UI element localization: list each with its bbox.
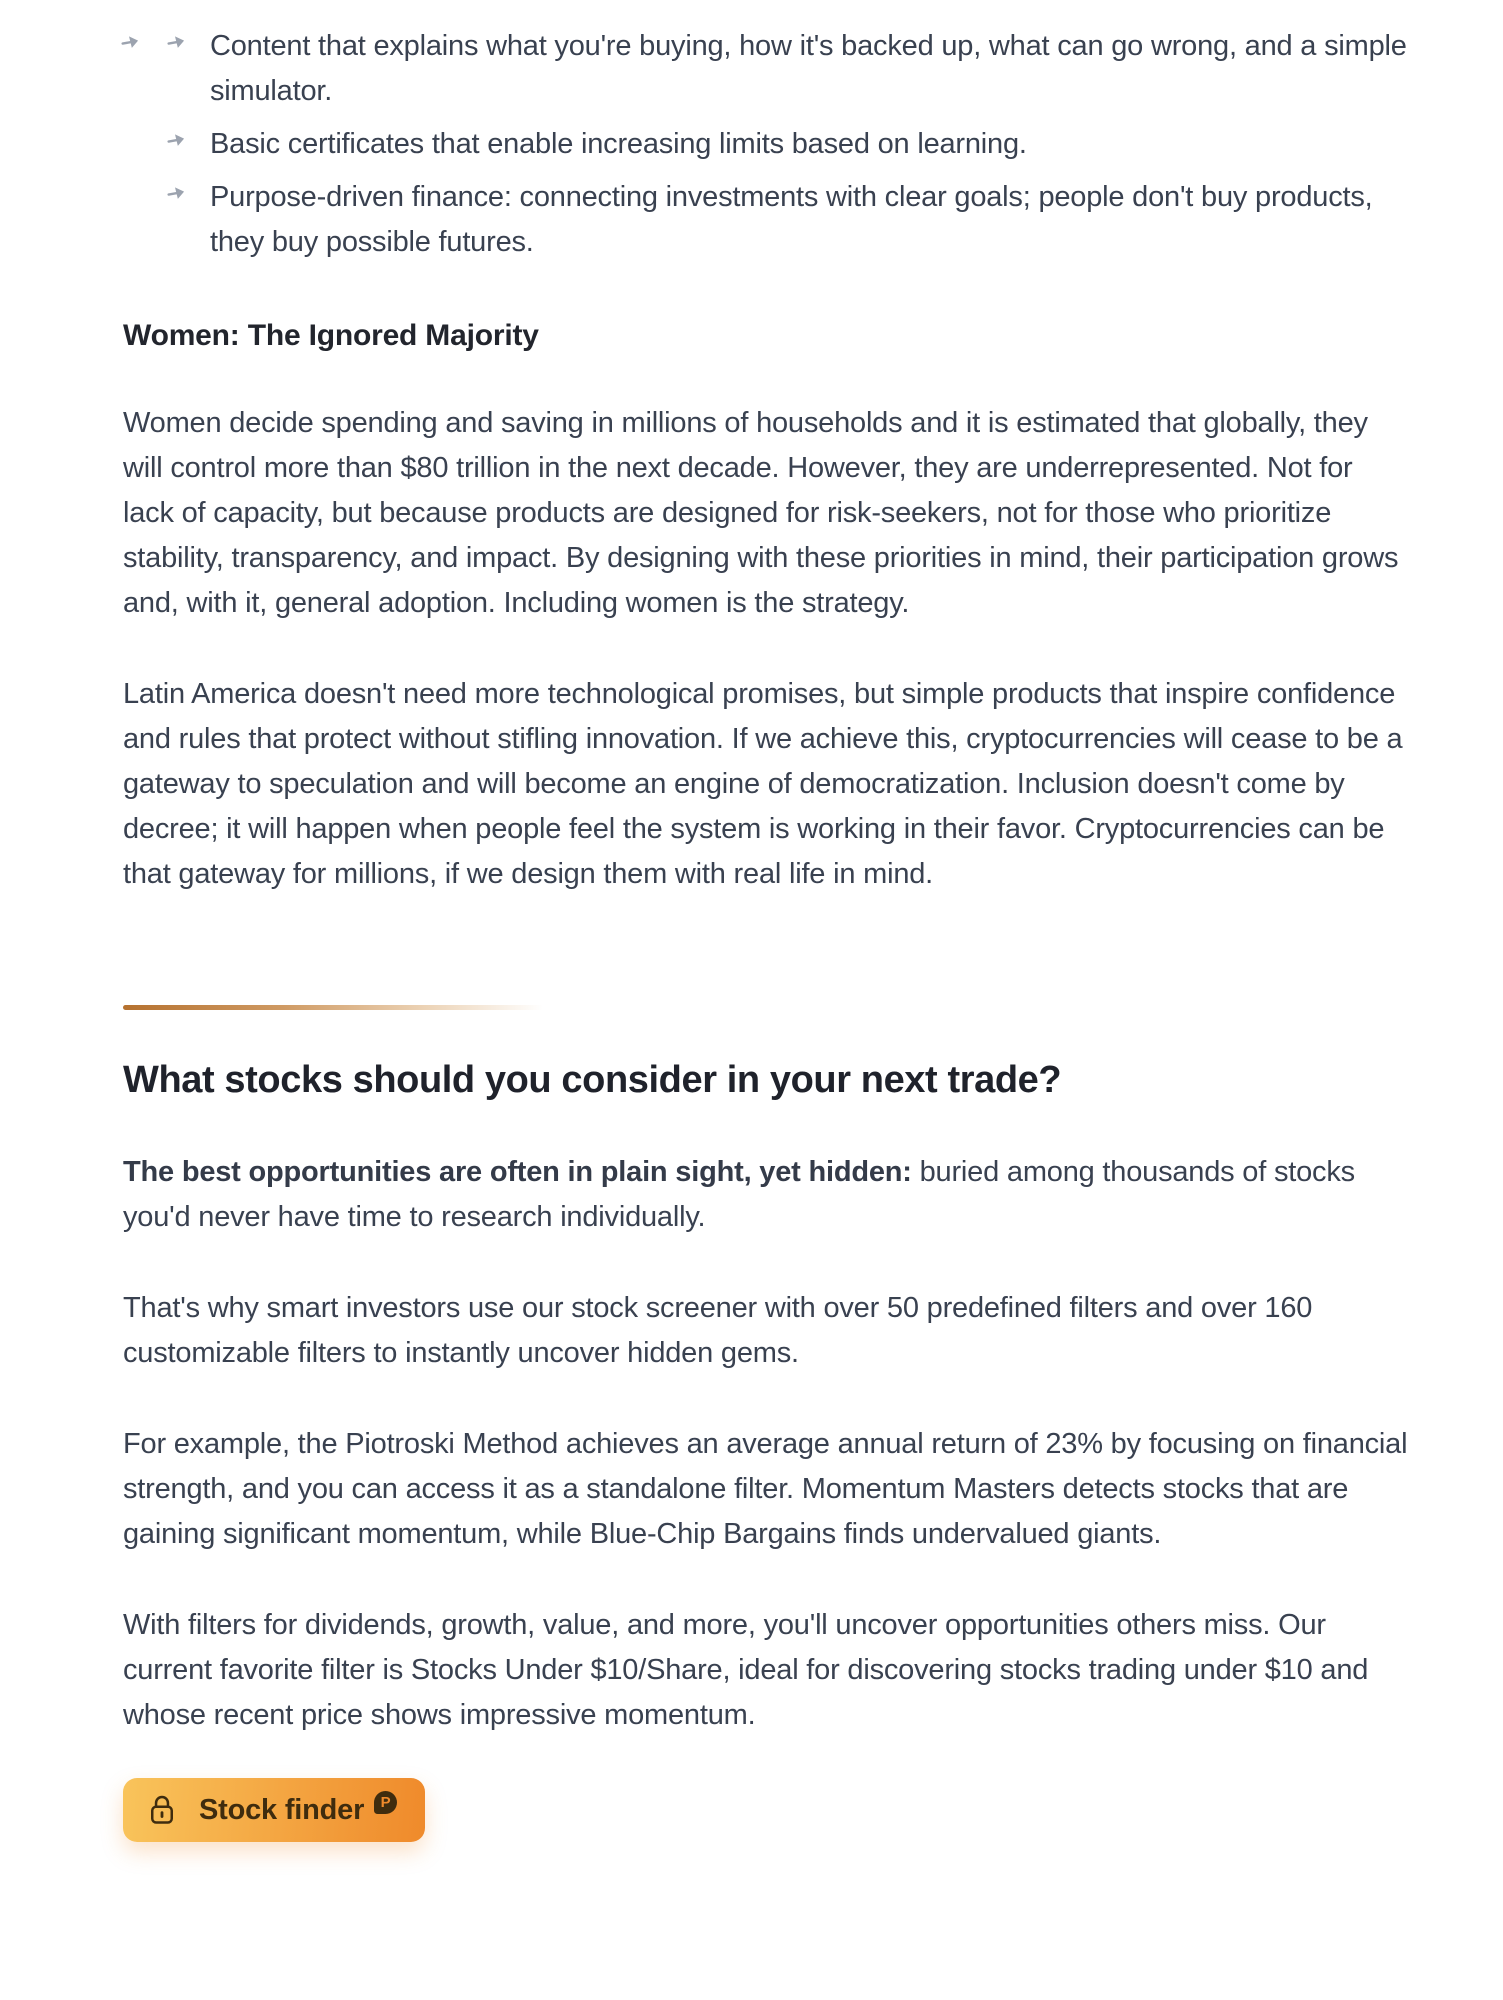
stock-finder-button-label: Stock finder bbox=[199, 1793, 365, 1826]
paragraph-piotroski: For example, the Piotroski Method achieves an average annual return of 23% by focusing on financial strength, and you can access it as a standalone filter. Momentum Masters detects stocks that are gaining significant momentum, while Blue-Chip Bargains finds undervalued giants. bbox=[123, 1428, 1408, 1550]
arrow-right-icon bbox=[166, 183, 187, 202]
section-heading-stocks: What stocks should you consider in your next trade? bbox=[123, 1059, 1062, 1101]
list-item-text: Basic certificates that enable increasing limits based on learning. bbox=[210, 128, 1027, 160]
paragraph-screener: That's why smart investors use our stock screener with over 50 predefined filters and over 160 customizable filters to instantly uncover hidden gems. bbox=[123, 1292, 1313, 1369]
subsection-heading-women: Women: The Ignored Majority bbox=[123, 319, 539, 352]
bullet-list bbox=[123, 24, 1410, 265]
arrow-right-icon bbox=[120, 32, 141, 51]
p-shield-badge: P bbox=[374, 1791, 397, 1814]
list-item bbox=[123, 24, 1410, 114]
arrow-right-icon bbox=[166, 130, 187, 149]
paragraph-lead bbox=[123, 1150, 1410, 1240]
paragraph-filters: With filters for dividends, growth, value, and more, you'll uncover opportunities others miss. Our current favorite filter is Stocks Under $10/Share, ideal for discovering stocks trading under $10 and whose recent price shows impressive momentum. bbox=[123, 1609, 1369, 1731]
arrow-right-icon bbox=[166, 32, 187, 51]
list-item bbox=[123, 122, 1410, 167]
lock-icon bbox=[149, 1794, 175, 1826]
section-divider bbox=[123, 1005, 543, 1010]
list-item-text: Purpose-driven finance: connecting investments with clear goals; people don't buy products, they buy possible futures. bbox=[210, 181, 1373, 258]
list-item bbox=[123, 175, 1410, 265]
stock-finder-button[interactable] bbox=[123, 1778, 425, 1842]
paragraph-women: Women decide spending and saving in millions of households and it is estimated that globally, they will control more than $80 trillion in the next decade. However, they are underrepresented. Not for lack of capacity, but because products are designed for risk-seekers, not for those who prioritize stability, transparency, and impact. By designing with these priorities in mind, their participation grows and, with it, general adoption. Including women is the strategy. bbox=[123, 407, 1399, 619]
lead-rest-text: buried among thousands of stocks you'd never have time to research individually. bbox=[123, 1156, 1355, 1233]
lead-bold-text: The best opportunities are often in plain sight, yet hidden: bbox=[123, 1156, 912, 1188]
paragraph-latin-america: Latin America doesn't need more technological promises, but simple products that inspire confidence and rules that protect without stifling innovation. If we achieve this, cryptocurrencies will cease to be a gateway to speculation and will become an engine of democratization. Inclusion doesn't come by decree; it will happen when people feel the system is working in their favor. Cryptocurrencies can be that gateway for millions, if we design them with real life in mind. bbox=[123, 678, 1403, 890]
list-item-text: Content that explains what you're buying, how it's backed up, what can go wrong, and a simple simulator. bbox=[210, 30, 1407, 107]
